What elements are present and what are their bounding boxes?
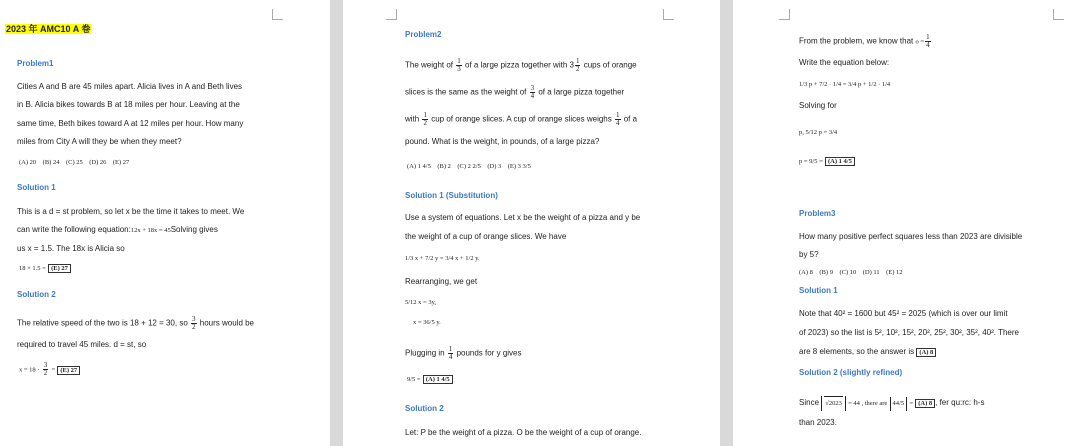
solution2-heading: Solution 2: [17, 290, 56, 299]
equation-line: p = 9/5 = (A) 1 4/5: [799, 156, 855, 167]
solution1-heading: Solution 1 (Substitution): [405, 191, 498, 200]
problem1-text-line: in B. Alicia bikes towards B at 18 miles per hour. Leaving at the: [17, 100, 240, 109]
solution2-line: Let: P be the weight of a pizza. O be the weight of a cup of orange.: [405, 428, 642, 437]
solution2-line: The relative speed of the two is 18 + 12 = 30, so $\frac{3}{2}$ hours would be: [17, 315, 255, 331]
equation-line: p, 5/12 p = 3/4: [799, 129, 838, 136]
answer-box: (E) 27: [48, 264, 71, 273]
page-corner-mark: [663, 9, 674, 20]
equation-line: 5/12 x = 3y,: [405, 299, 437, 306]
rearranging-text: Rearranging, we get: [405, 277, 478, 286]
answer-box: (A) 1 4/5: [423, 375, 453, 384]
problem3-text-line: by 5?: [799, 250, 819, 259]
page-corner-mark: [386, 9, 397, 20]
solution1-line: Note that 40² = 1600 but 45² = 2025 (which is over our limit: [799, 309, 1008, 318]
answer-box: (E) 27: [57, 366, 80, 375]
solution1-equation: 18 × 1.5 = (E) 27: [19, 263, 71, 274]
page-corner-mark: [1053, 9, 1064, 20]
solution1-heading: Solution 1: [17, 183, 56, 192]
page-2: [343, 0, 720, 446]
problem2-text-line: slices is the same as the weight of $\frac{3}{4}$ of a large pizza together: [405, 84, 625, 100]
page-1: [0, 0, 330, 446]
solution2-line: Since √2023 = 44 , there are 44/5 = (A) 8 , fer qu:rc: h-s: [799, 396, 984, 411]
solution1-line: Use a system of equations. Let x be the weight of a pizza and y be: [405, 213, 641, 222]
problem3-text-line: How many positive perfect squares less than 2023 are divisible: [799, 232, 1023, 241]
answer-box: (A) 8: [915, 399, 935, 408]
answer-box: (A) 1 4/5: [825, 157, 855, 166]
solution2-heading: Solution 2 (slightly refined): [799, 368, 903, 377]
page-corner-mark: [779, 9, 790, 20]
problem2-text-line: with $\frac{1}{2}$ cup of orange slices. A cup of orange slices weighs $\frac{1}{4}$ of a: [405, 111, 638, 127]
plugging-text: Plugging in $\frac{1}{4}$ pounds for y gives: [405, 345, 522, 361]
answer-box: (A) 8: [916, 348, 936, 357]
problem1-heading: Problem1: [17, 59, 54, 68]
problem2-text-line: pound. What is the weight, in pounds, of a large pizza?: [405, 137, 600, 146]
page-corner-mark: [272, 9, 283, 20]
problem1-choices: (A) 20 (B) 24 (C) 25 (D) 26 (E) 27: [19, 159, 130, 166]
equation-line: x = 36/5 y.: [413, 319, 441, 326]
solution2-line: required to travel 45 miles. d = st, so: [17, 340, 147, 349]
problem2-text-line: The weight of $\frac{1}{3}$ of a large pizza together with 3 $\frac{1}{2}$ cups of orange: [405, 57, 637, 73]
solution2-line: than 2023.: [799, 418, 837, 427]
problem1-text-line: same time, Beth bikes toward A at 12 miles per hour. How many: [17, 119, 244, 128]
solution1-line: the weight of a cup of orange slices. We have: [405, 232, 567, 241]
problem1-text-line: Cities A and B are 45 miles apart. Alicia lives in A and Beth lives: [17, 82, 243, 91]
problem3-heading: Problem3: [799, 209, 836, 218]
equation-line: 1/3 p + 7/2 · 1/4 = 3/4 p + 1/2 · 1/4: [799, 81, 891, 88]
solution1-line: can write the following equation:12x + 18x = 45Solving gives: [17, 225, 218, 234]
problem1-text-line: miles from City A will they be when they meet?: [17, 137, 182, 146]
solution1-line: us x = 1.5. The 18x is Alicia so: [17, 244, 125, 253]
solution1-equation: 1/3 x + 7/2 y = 3/4 x + 1/2 y.: [405, 255, 480, 262]
solution1-line: of 2023) so the list is 5², 10², 15², 20², 25², 30², 35², 40². There: [799, 328, 1019, 337]
problem2-heading: Problem2: [405, 30, 442, 39]
known-text: From the problem, we know that o = $\frac{1}{4}$: [799, 33, 930, 49]
solution1-line: are 8 elements, so the answer is (A) 8: [799, 347, 936, 358]
problem3-choices: (A) 8 (B) 9 (C) 10 (D) 11 (E) 12: [799, 269, 903, 276]
final-equation: 9/5 = (A) 1 4/5: [407, 374, 453, 385]
problem2-choices: (A) 1 4/5 (B) 2 (C) 2 2/5 (D) 3 (E) 3 3/5: [407, 163, 531, 170]
solution2-heading: Solution 2: [405, 404, 444, 413]
document-title: 2023 年 AMC10 A 卷: [6, 24, 91, 34]
solving-text: Solving for: [799, 101, 837, 110]
solution2-equation: x = 18 · $\frac{3}{2}$ = (E) 27: [19, 362, 80, 377]
page-3: [733, 0, 1080, 446]
solution1-line: This is a d = st problem, so let x be the time it takes to meet. We: [17, 207, 245, 216]
solution1-heading: Solution 1: [799, 286, 838, 295]
write-equation-text: Write the equation below:: [799, 58, 890, 67]
